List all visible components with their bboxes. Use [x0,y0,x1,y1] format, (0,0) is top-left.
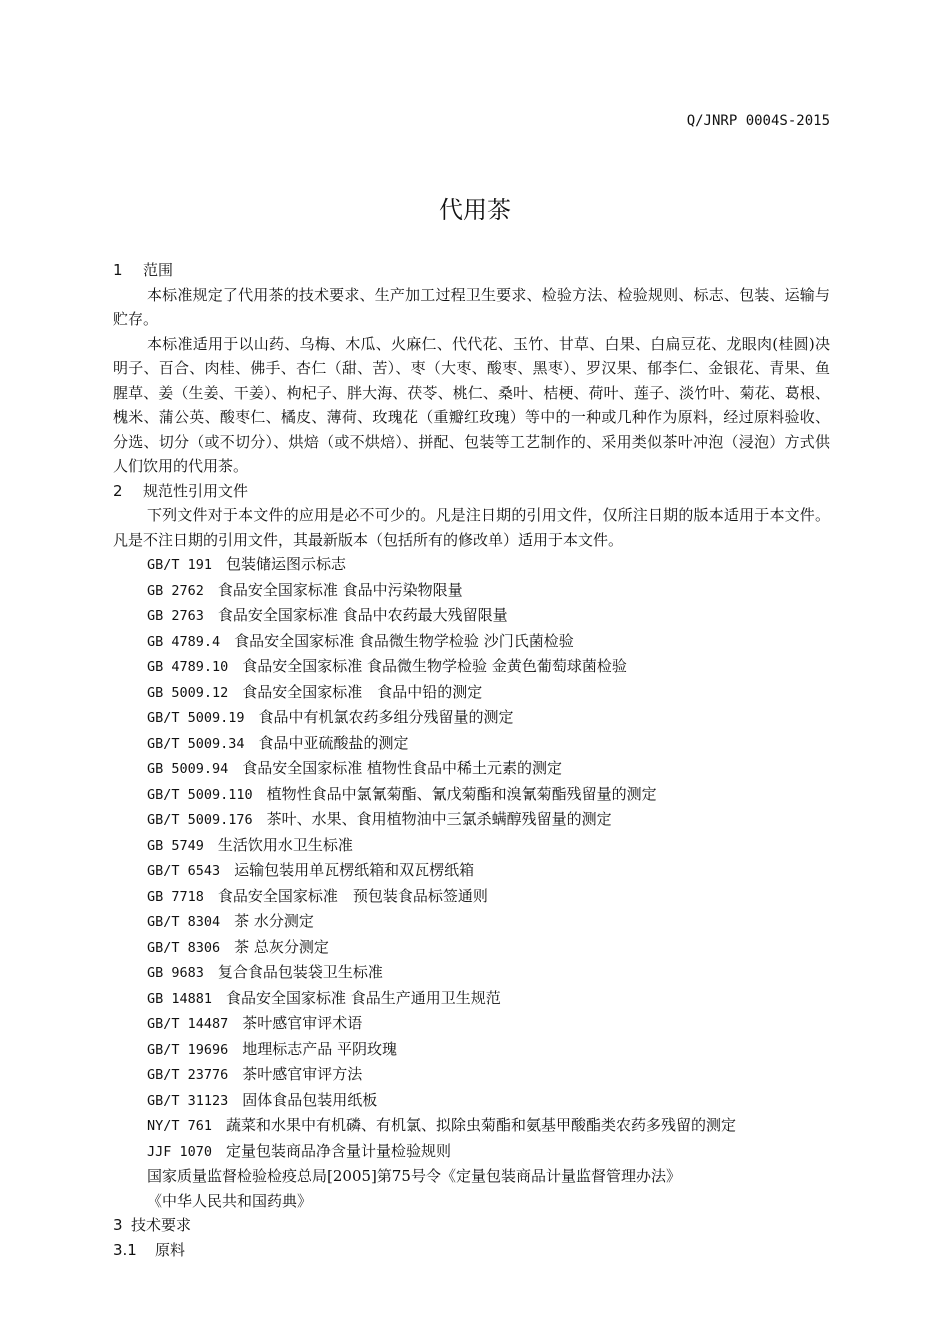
reference-code: GB/T 5009.110 [147,786,253,803]
reference-item [147,756,830,782]
reference-code: GB 7718 [147,888,204,905]
section-number: 3 [113,1216,123,1234]
reference-code: GB 4789.4 [147,633,221,650]
reference-item [147,1113,830,1139]
subsection-heading-raw-materials [113,1238,830,1263]
reference-title: 运输包装用单瓦楞纸箱和双瓦楞纸箱 [234,861,475,879]
section-number: 2 [113,481,123,500]
section-heading-scope [113,258,830,283]
reference-item [147,1037,830,1063]
section-heading-normative-references [113,479,830,504]
reference-title: 食品安全国家标准 食品微生物学检验 金黄色葡萄球菌检验 [242,657,627,675]
reference-item [147,552,830,578]
scope-paragraph-1: 本标准规定了代用茶的技术要求、生产加工过程卫生要求、检验方法、检验规则、标志、包装、运输与贮存。 [113,285,830,328]
reference-title: 茶叶感官审评术语 [242,1014,363,1032]
reference-item [147,731,830,757]
reference-code: GB/T 5009.176 [147,812,253,828]
reference-title: 食品安全国家标准 预包装食品标签通则 [217,886,488,905]
reference-title: 复合食品包装袋卫生标准 [217,963,383,981]
reference-item [147,1088,830,1114]
section-title: 范围 [143,261,174,279]
subsection-title: 原料 [155,1240,186,1259]
reference-item [147,629,830,655]
reference-item [147,960,830,986]
reference-code: GB/T 19696 [147,1041,229,1058]
reference-title: 茶 总灰分测定 [234,937,329,956]
reference-title: 茶叶、水果、食用植物油中三氯杀螨醇残留量的测定 [266,810,612,828]
reference-code: GB/T 14487 [147,1016,229,1032]
reference-item [147,935,830,961]
reference-code: GB 5749 [147,837,204,854]
reference-item [147,782,830,808]
section-title: 技术要求 [131,1216,192,1234]
reference-code: GB 2762 [147,582,204,599]
section-number: 1 [113,261,123,279]
reference-item [147,603,830,629]
reference-item [147,884,830,910]
reference-code: GB 2763 [147,608,204,624]
reference-title: 固体食品包装用纸板 [242,1090,378,1109]
reference-title: 食品安全国家标准 食品微生物学检验 沙门氏菌检验 [234,631,574,650]
reference-code: JJF 1070 [147,1143,213,1160]
reference-code: GB/T 8304 [147,914,221,930]
reference-item [147,807,830,833]
reference-title: 植物性食品中氯氰菊酯、氰戊菊酯和溴氰菊酯残留量的测定 [266,784,657,803]
reference-title: 食品中有机氯农药多组分残留量的测定 [258,708,514,726]
reference-item [147,1011,830,1037]
section-heading-technical-requirements [113,1213,830,1238]
reference-code: GB 5009.94 [147,761,229,777]
reference-item [147,1062,830,1088]
reference-item [147,1139,830,1165]
reference-item [147,909,830,935]
document-body [113,258,830,1262]
reference-code: GB/T 191 [147,557,213,573]
reference-title: 食品中亚硫酸盐的测定 [258,733,409,752]
reference-item [147,1164,830,1189]
reference-item [147,858,830,884]
reference-code: GB 4789.10 [147,659,229,675]
document-code: Q/JNRP 0004S-2015 [686,113,830,129]
reference-code: GB 5009.12 [147,684,229,701]
subsection-number: 3.1 [113,1240,137,1259]
reference-item [147,680,830,706]
reference-item [147,986,830,1012]
reference-code: NY/T 761 [147,1118,213,1134]
reference-title: 食品安全国家标准 食品生产通用卫生规范 [226,988,501,1007]
reference-title: 食品安全国家标准 食品中农药最大残留限量 [217,606,508,624]
reference-title: 食品安全国家标准 食品中铅的测定 [242,682,483,701]
reference-title: 地理标志产品 平阴玫瑰 [242,1039,398,1058]
reference-code: GB/T 5009.34 [147,735,245,752]
reference-title: 食品安全国家标准 植物性食品中稀土元素的测定 [242,759,563,777]
reference-item [147,833,830,859]
section-title: 规范性引用文件 [143,481,249,500]
reference-code: GB/T 6543 [147,863,221,879]
document-title: 代用茶 [439,196,511,224]
reference-title: 茶 水分测定 [234,912,314,930]
normative-intro-paragraph: 下列文件对于本文件的应用是必不可少的。凡是注日期的引用文件，仅所注日期的版本适用于本文件。凡是不注日期的引用文件，其最新版本（包括所有的修改单）适用于本文件。 [113,506,830,549]
reference-title: 茶叶感官审评方法 [242,1065,363,1083]
reference-item [147,578,830,604]
reference-item [147,705,830,731]
reference-item [147,654,830,680]
reference-title: 食品安全国家标准 食品中污染物限量 [217,580,463,599]
reference-list [113,552,830,1213]
reference-title: 包装储运图示标志 [226,555,347,573]
reference-code: GB 14881 [147,990,213,1007]
reference-code: GB 9683 [147,965,204,981]
reference-title: 定量包装商品净含量计量检验规则 [226,1141,452,1160]
reference-title: 生活饮用水卫生标准 [217,835,353,854]
reference-title: 国家质量监督检验检疫总局[2005]第75号令《定量包装商品计量监督管理办法》 [147,1167,681,1185]
reference-code: GB/T 5009.19 [147,710,245,726]
reference-code: GB/T 8306 [147,939,221,956]
reference-title: 蔬菜和水果中有机磷、有机氯、拟除虫菊酯和氨基甲酸酯类农药多残留的测定 [226,1116,737,1134]
scope-paragraph-2: 本标准适用于以山药、乌梅、木瓜、火麻仁、代代花、玉竹、甘草、白果、白扁豆花、龙眼肉(桂圆)决明子、百合、肉桂、佛手、杏仁（甜、苦）、枣（大枣、酸枣、黑枣）、罗汉果、郁李仁、金银花、青果、鱼腥草、姜（生姜、干姜）、枸杞子、胖大海、茯苓、桃仁、桑叶、桔梗、荷叶、莲子、淡竹叶、菊花、葛根、槐米、蒲公英、酸枣仁、橘皮、薄荷、玫瑰花（重瓣红玫瑰）等中的一种或几种作为原料，经过原料验收、分选、切分（或不切分）、烘焙（或不烘焙）、拼配、包装等工艺制作的、采用类似茶叶冲泡（浸泡）方式供人们饮用的代用茶。 [113,334,830,475]
reference-code: GB/T 23776 [147,1067,229,1083]
reference-title: 《中华人民共和国药典》 [147,1191,313,1210]
reference-item [147,1189,830,1214]
reference-code: GB/T 31123 [147,1092,229,1109]
